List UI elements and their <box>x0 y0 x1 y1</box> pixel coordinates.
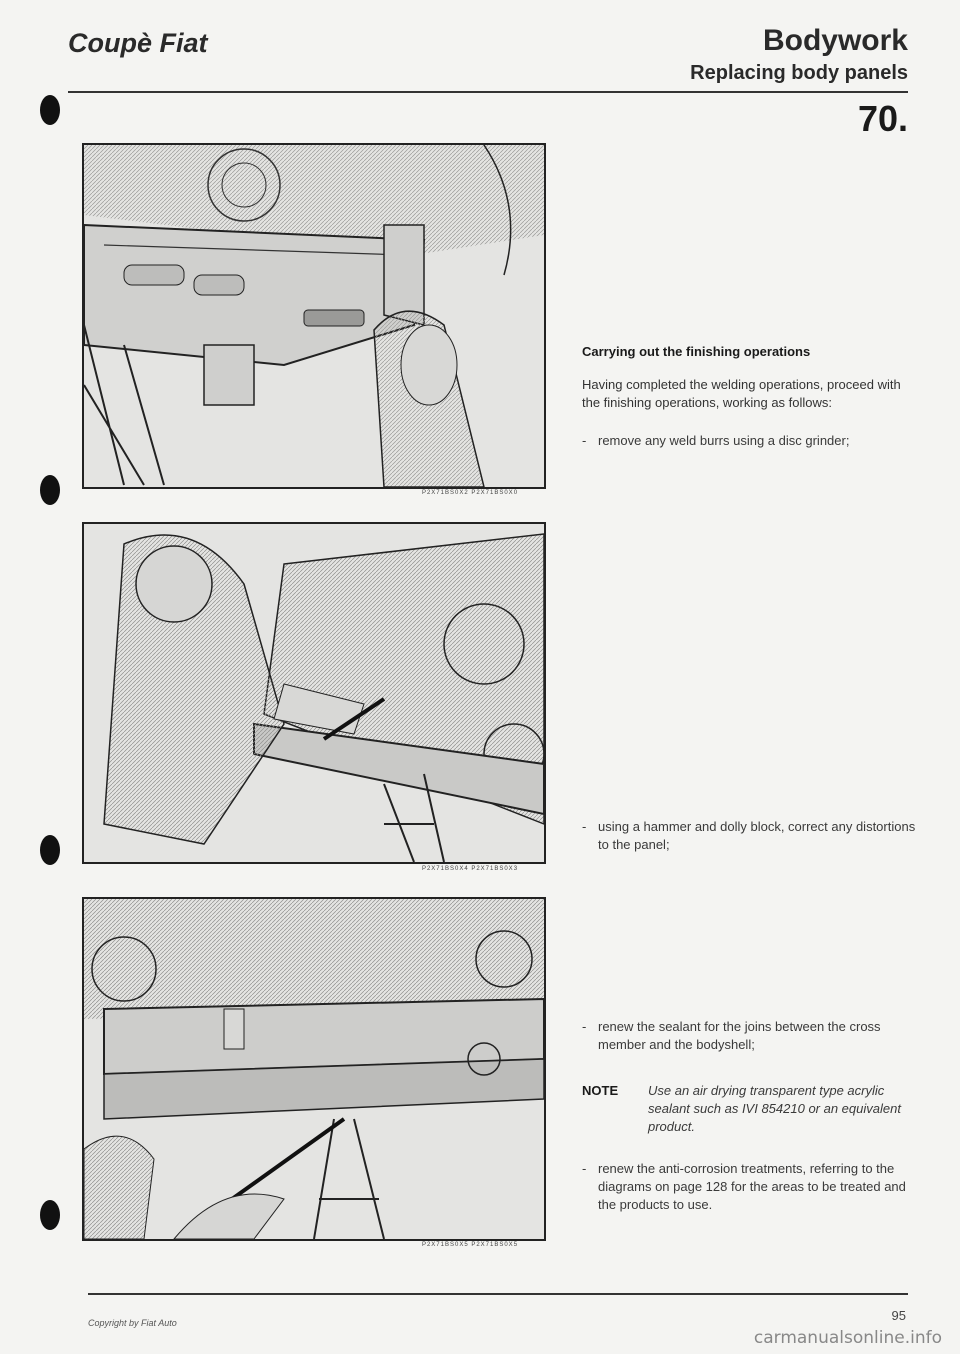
figure-1-code: P2X71BS0X2 P2X71BS0X0 <box>421 490 519 496</box>
list-dash: - <box>582 1019 587 1034</box>
note-text: Use an air drying transparent type acrylic sealant such as IVI 854210 or an equivalent product. <box>648 1083 901 1134</box>
manual-title: Coupè Fiat <box>68 28 208 58</box>
section-heading: Carrying out the finishing operations <box>582 344 811 359</box>
punch-hole <box>40 475 60 505</box>
punch-hole <box>40 95 60 125</box>
figure-3-illustration <box>82 897 546 1241</box>
chapter-title: Bodywork <box>762 24 908 57</box>
figure-2-illustration <box>82 522 546 864</box>
note-label: NOTE <box>582 1083 619 1098</box>
chapter-subtitle: Replacing body panels <box>690 62 908 84</box>
figure-1-illustration <box>82 143 546 489</box>
list-item <box>582 1018 922 1054</box>
figure-3-code: P2X71BS0X5 P2X71BS0X5 <box>421 1242 519 1248</box>
punch-hole <box>40 835 60 865</box>
list-item-text: remove any weld burrs using a disc grinder; <box>598 433 850 448</box>
page-number: 95 <box>891 1308 906 1323</box>
list-item-text: renew the sealant for the joins between the cross member and the bodyshell; <box>598 1019 881 1052</box>
list-dash: - <box>582 433 587 448</box>
copyright-text: Copyright by Fiat Auto <box>88 1318 177 1328</box>
figure-2-code: P2X71BS0X4 P2X71BS0X3 <box>421 866 519 872</box>
intro-paragraph: Having completed the welding operations, proceed with the finishing operations, working as follows: <box>582 377 901 410</box>
list-item <box>582 432 922 450</box>
note-block <box>582 1082 922 1136</box>
list-dash: - <box>582 1161 587 1176</box>
footer-divider <box>88 1293 908 1295</box>
list-item <box>582 818 922 854</box>
section-number: 70. <box>857 98 908 139</box>
punch-hole <box>40 1200 60 1230</box>
list-item-text: using a hammer and dolly block, correct any distortions to the panel; <box>598 819 916 852</box>
watermark: carmanualsonline.info <box>753 1328 942 1348</box>
list-item-text: renew the anti-corrosion treatments, referring to the diagrams on page 128 for the areas to be treated and the products to use. <box>598 1161 906 1212</box>
header-divider <box>68 91 908 93</box>
list-dash: - <box>582 819 587 834</box>
list-item <box>582 1160 922 1214</box>
